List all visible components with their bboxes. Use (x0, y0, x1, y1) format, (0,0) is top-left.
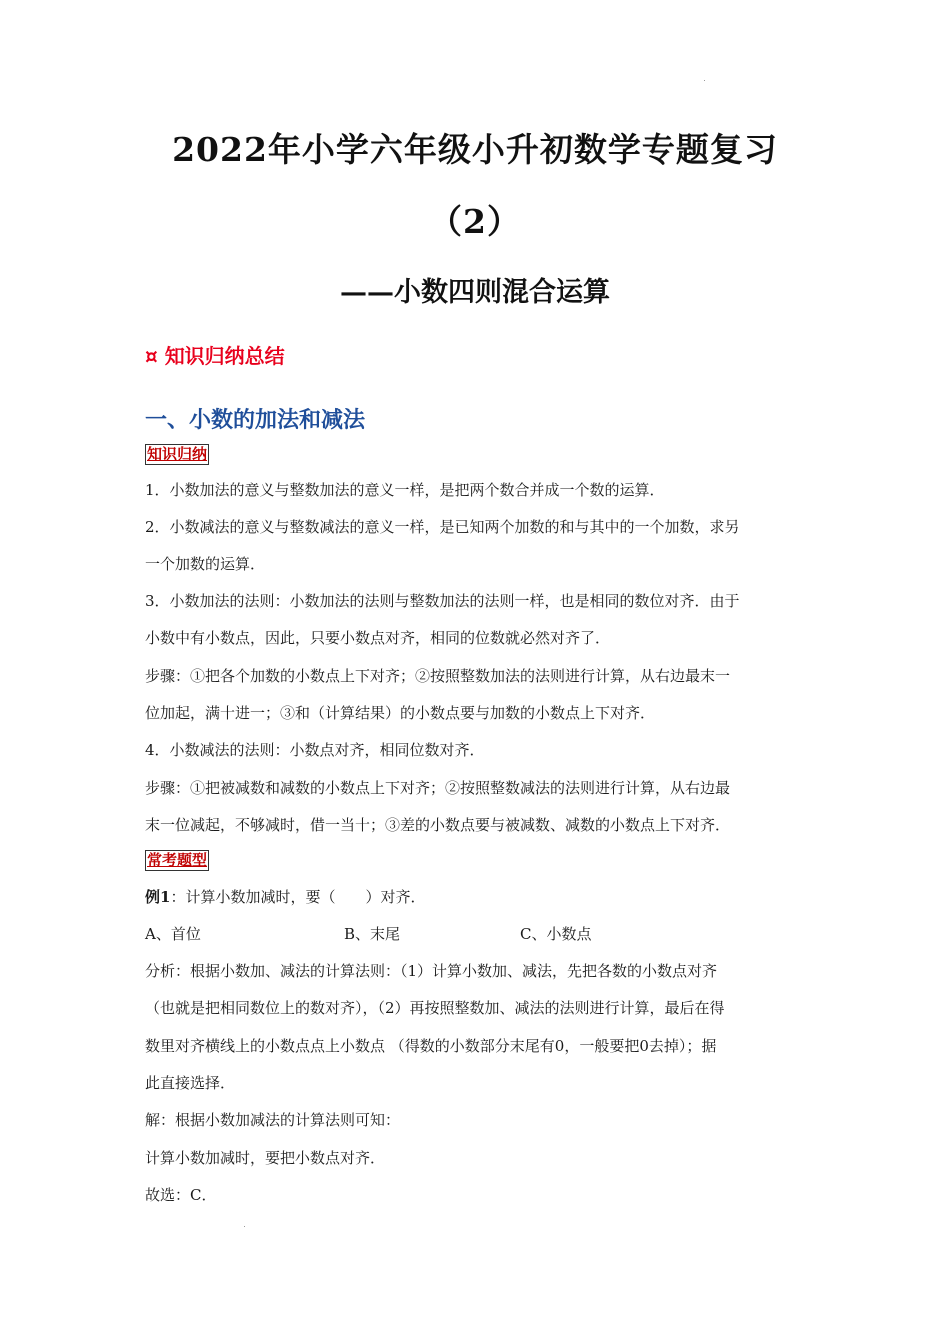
answer-line: 故选：C． (145, 1186, 217, 1204)
example-label: 例1 (145, 888, 171, 906)
knowledge-line-2b: 一个加数的运算． (145, 555, 266, 573)
page-title-number: （2） (429, 202, 521, 241)
option-a: A、首位 (145, 925, 201, 943)
section-heading: ¤ 知识归纳总结 (145, 344, 285, 368)
exam-tag: 常考题型 (147, 851, 208, 869)
scan-dot (704, 80, 705, 81)
solution-line-1: 解：根据小数加减法的计算法则可知： (145, 1111, 401, 1129)
analysis-line-2: （也就是把相同数位上的数对齐），（2）再按照整数加、减法的法则进行计算，最后在得 (145, 999, 725, 1017)
solution-line-2: 计算小数加减时，要把小数点对齐． (145, 1149, 386, 1167)
knowledge-tag: 知识归纳 (147, 445, 208, 463)
page-subtitle: ——小数四则混合运算 (340, 277, 610, 308)
example-question (145, 887, 810, 907)
knowledge-line-3b: 小数中有小数点，因此，只要小数点对齐，相同的位数就必然对齐了． (145, 629, 611, 647)
page-title: 2022年小学六年级小升初数学专题复习 (172, 130, 778, 169)
knowledge-line-4b: 位加起，满十进一；③和（计算结果）的小数点要与加数的小数点上下对齐． (145, 704, 656, 722)
knowledge-line-4a: 步骤：①把各个加数的小数点上下对齐；②按照整数加法的法则进行计算，从右边最末一 (145, 667, 731, 685)
example-question-text: ：计算小数加减时，要（ ）对齐． (170, 888, 426, 906)
knowledge-line-3a: 3．小数加法的法则：小数加法的法则与整数加法的法则一样，也是相同的数位对齐．由于 (145, 592, 740, 610)
analysis-line-4: 此直接选择． (145, 1074, 236, 1092)
knowledge-line-6b: 末一位减起，不够减时，借一当十；③差的小数点要与被减数、减数的小数点上下对齐． (145, 816, 731, 834)
knowledge-line-1: 1．小数加法的意义与整数加法的意义一样，是把两个数合并成一个数的运算． (145, 481, 665, 499)
option-b: B、末尾 (344, 925, 401, 943)
knowledge-line-6a: 步骤：①把被减数和减数的小数点上下对齐；②按照整数减法的法则进行计算，从右边最 (145, 779, 731, 797)
topic-heading: 一、小数的加法和减法 (145, 408, 366, 433)
scan-dot (244, 1226, 245, 1227)
analysis-line-3: 数里对齐横线上的小数点点上小数点 （得数的小数部分末尾有0，一般要把0去掉）；据 (145, 1037, 717, 1055)
knowledge-line-5: 4．小数减法的法则：小数点对齐，相同位数对齐． (145, 741, 485, 759)
option-c: C、小数点 (520, 925, 592, 943)
analysis-line-1: 分析：根据小数加、减法的计算法则：（1）计算小数加、减法，先把各数的小数点对齐 (145, 962, 718, 980)
knowledge-line-2a: 2．小数减法的意义与整数减法的意义一样，是已知两个加数的和与其中的一个加数，求另 (145, 518, 740, 536)
